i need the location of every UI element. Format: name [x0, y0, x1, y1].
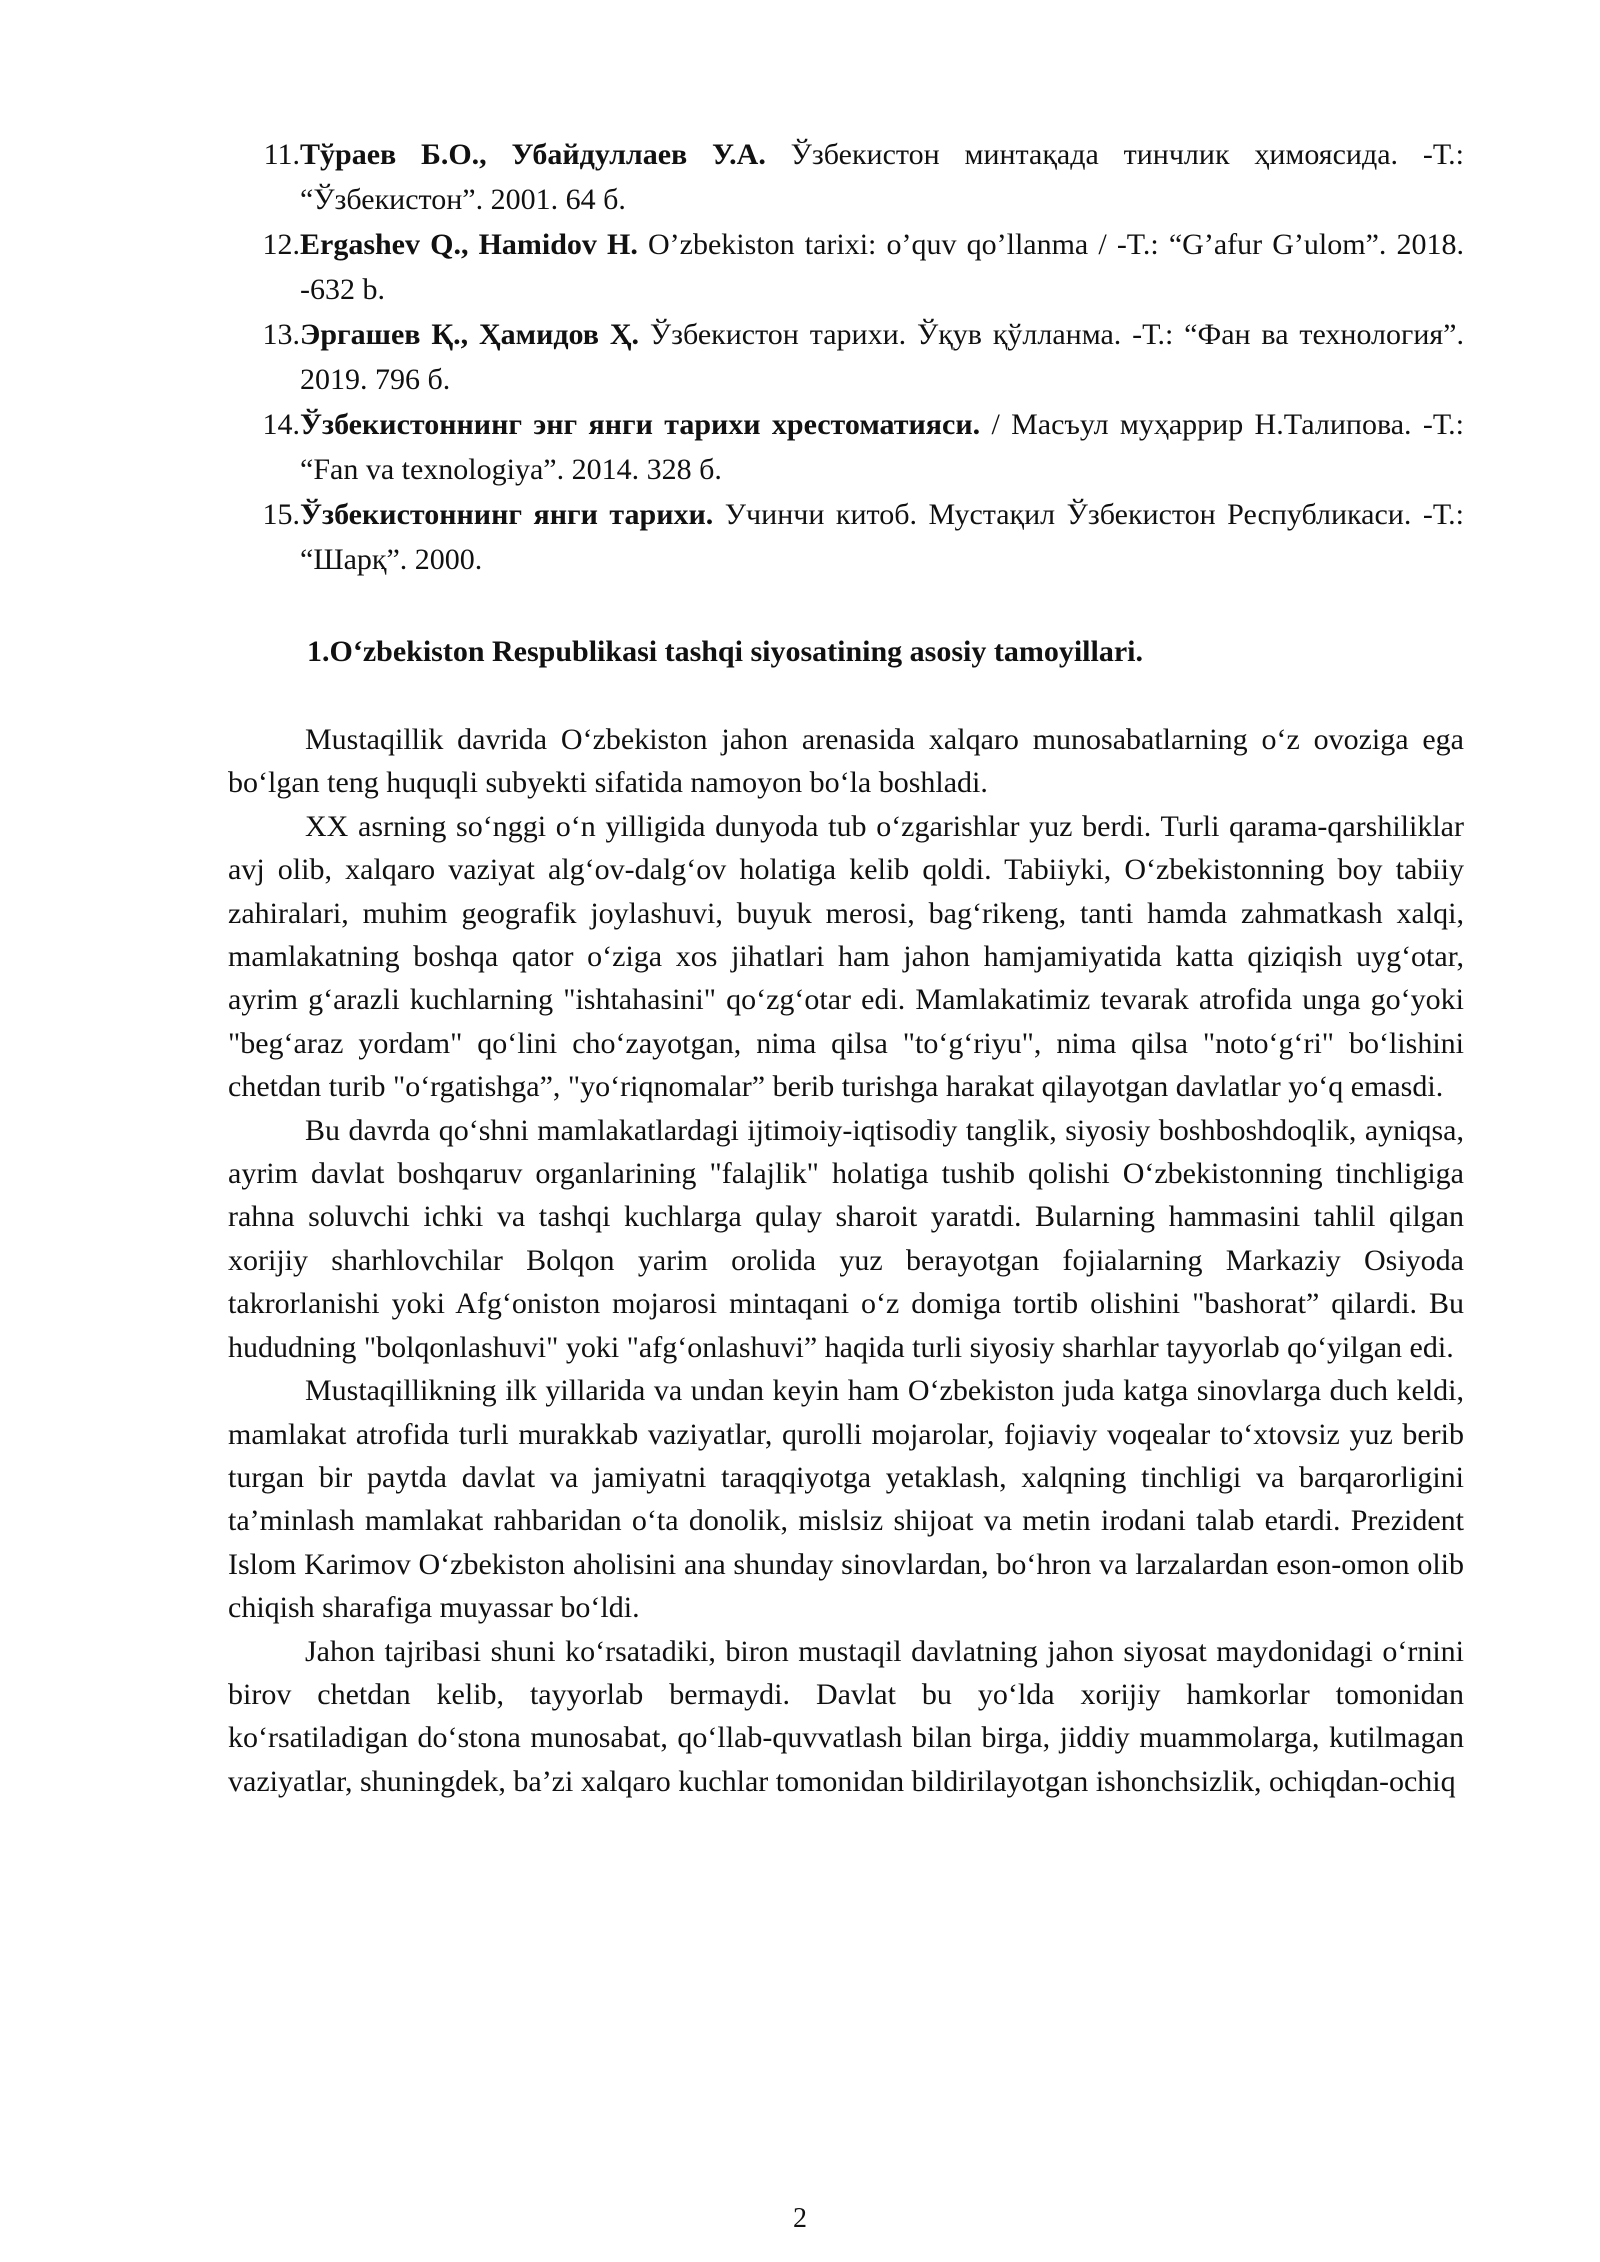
reference-item — [228, 402, 1464, 492]
reference-authors: Эргашев Қ., Ҳамидов Ҳ. — [300, 318, 640, 351]
paragraph: Mustaqillik davrida O‘zbekiston jahon arenasida xalqaro munosabatlarning o‘z ovoziga ega bo‘lgan teng huquqli subyekti sifatida namoyon bo‘la boshladi. — [228, 723, 1464, 800]
reference-number: 14. — [262, 408, 300, 441]
reference-item — [228, 132, 1464, 222]
paragraph: XX asrning so‘nggi o‘n yilligida dunyoda tub o‘zgarishlar yuz berdi. Turli qarama-qarshiliklar avj olib, xalqaro vaziyat alg‘ov-dalg‘ov holatiga kelib qoldi. Tabiiyki, O‘zbekistonning boy tabiiy zahiralari, muhim geografik joylashuvi, buyuk merosi, bag‘rikeng, tanti hamda zahmatkash xalqi, mamlakatning boshqa qator o‘ziga xos jihatlari ham jahon hamjamiyatida katta qiziqish uyg‘otar, ayrim g‘arazli kuchlarning "ishtahasini" qo‘zg‘otar edi. Mamlakatimiz tevarak atrofida unga go‘yoki "beg‘araz yordam" qo‘lini cho‘zayotgan, nima qilsa "to‘g‘riyu", nima qilsa "noto‘g‘ri" bo‘lishini chetdan turib "o‘rgatishga”, "yo‘riqnomalar” berib turishga harakat qilayotgan davlatlar yo‘q emasdi. — [228, 809, 1464, 1104]
reference-authors: Ergashev Q., Hamidov H. — [300, 228, 638, 261]
reference-authors: Ўзбекистоннинг янги тарихи. — [300, 498, 714, 531]
reference-details: / Масъул муҳаррир Н.Талипова. -Т.: “Fan va texnologiya”. 2014. 328 б. — [300, 408, 1464, 486]
reference-number: 12. — [262, 228, 300, 261]
reference-list — [228, 132, 1464, 582]
reference-number: 13. — [262, 318, 300, 351]
reference-details: Учинчи китоб. Мустақил Ўзбекистон Республикаси. -Т.: “Шарқ”. 2000. — [300, 498, 1465, 576]
reference-number: 15. — [262, 498, 300, 531]
page-content — [228, 132, 1464, 1803]
reference-item — [228, 222, 1464, 312]
section-heading: 1.O‘zbekiston Respublikasi tashqi siyosatining asosiy tamoyillari. — [307, 635, 1143, 668]
reference-authors: Тўраев Б.О., Убайдуллаев У.А. — [300, 138, 766, 171]
reference-item — [228, 312, 1464, 402]
reference-item — [228, 492, 1464, 582]
body-text — [228, 718, 1464, 1803]
reference-details: O’zbekiston tarixi: o’quv qo’llanma / -T.: “G’afur G’ulom”. 2018. -632 b. — [300, 228, 1464, 306]
paragraph: Jahon tajribasi shuni ko‘rsatadiki, biron mustaqil davlatning jahon siyosat maydonidagi o‘rnini birov chetdan kelib, tayyorlab bermaydi. Davlat bu yo‘lda xorijiy hamkorlar tomonidan ko‘rsatiladigan do‘stona munosabat, qo‘llab-quvvatlash bilan birga, jiddiy muammolarga, kutilmagan vaziyatlar, shuningdek, ba’zi xalqaro kuchlar tomonidan bildirilayotgan ishonchsizlik, ochiqdan-ochiq — [228, 1634, 1464, 1798]
reference-details: Ўзбекистон минтақада тинчлик ҳимоясида. -Т.: “Ўзбекистон”. 2001. 64 б. — [300, 138, 1464, 216]
page-number: 2 — [793, 2203, 807, 2234]
paragraph: Mustaqillikning ilk yillarida va undan keyin ham O‘zbekiston juda katga sinovlarga duch keldi, mamlakat atrofida turli murakkab vaziyatlar, qurolli mojarolar, fojiaviy voqealar to‘xtovsiz yuz berib turgan bir paytda davlat va jamiyatni taraqqiyotga yetaklash, xalqning tinchligi va barqarorligini ta’minlash mamlakat rahbaridan o‘ta donolik, mislsiz shijoat va metin irodani talab etardi. Prezident Islom Karimov O‘zbekiston aholisini ana shunday sinovlardan, bo‘hron va larzalardan eson-omon olib chiqish sharafiga muyassar bo‘ldi. — [228, 1374, 1464, 1625]
reference-details: Ўзбекистон тарихи. Ўқув қўлланма. -Т.: “Фан ва технология”. 2019. 796 б. — [300, 318, 1464, 396]
reference-number: 11. — [263, 138, 300, 171]
reference-authors: Ўзбекистоннинг энг янги тарихи хрестоматияси. — [300, 408, 981, 441]
paragraph: Bu davrda qo‘shni mamlakatlardagi ijtimoiy-iqtisodiy tanglik, siyosiy boshboshdoqlik, ayniqsa, ayrim davlat boshqaruv organlarining "falajlik" holatiga tushib qolishi O‘zbekistonning tinchligiga rahna soluvchi ichki va tashqi kuchlarga qulay sharoit yaratdi. Bularning hammasini tahlil qilgan xorijiy sharhlovchilar Bolqon yarim orolida yuz berayotgan fojialarning Markaziy Osiyoda takrorlanishi yoki Afg‘oniston mojarosi mintaqani o‘z domiga tortib olishini "bashorat” qilardi. Bu hududning "bolqonlashuvi" yoki "afg‘onlashuvi” haqida turli siyosiy sharhlar tayyorlab qo‘yilgan edi. — [228, 1113, 1464, 1364]
